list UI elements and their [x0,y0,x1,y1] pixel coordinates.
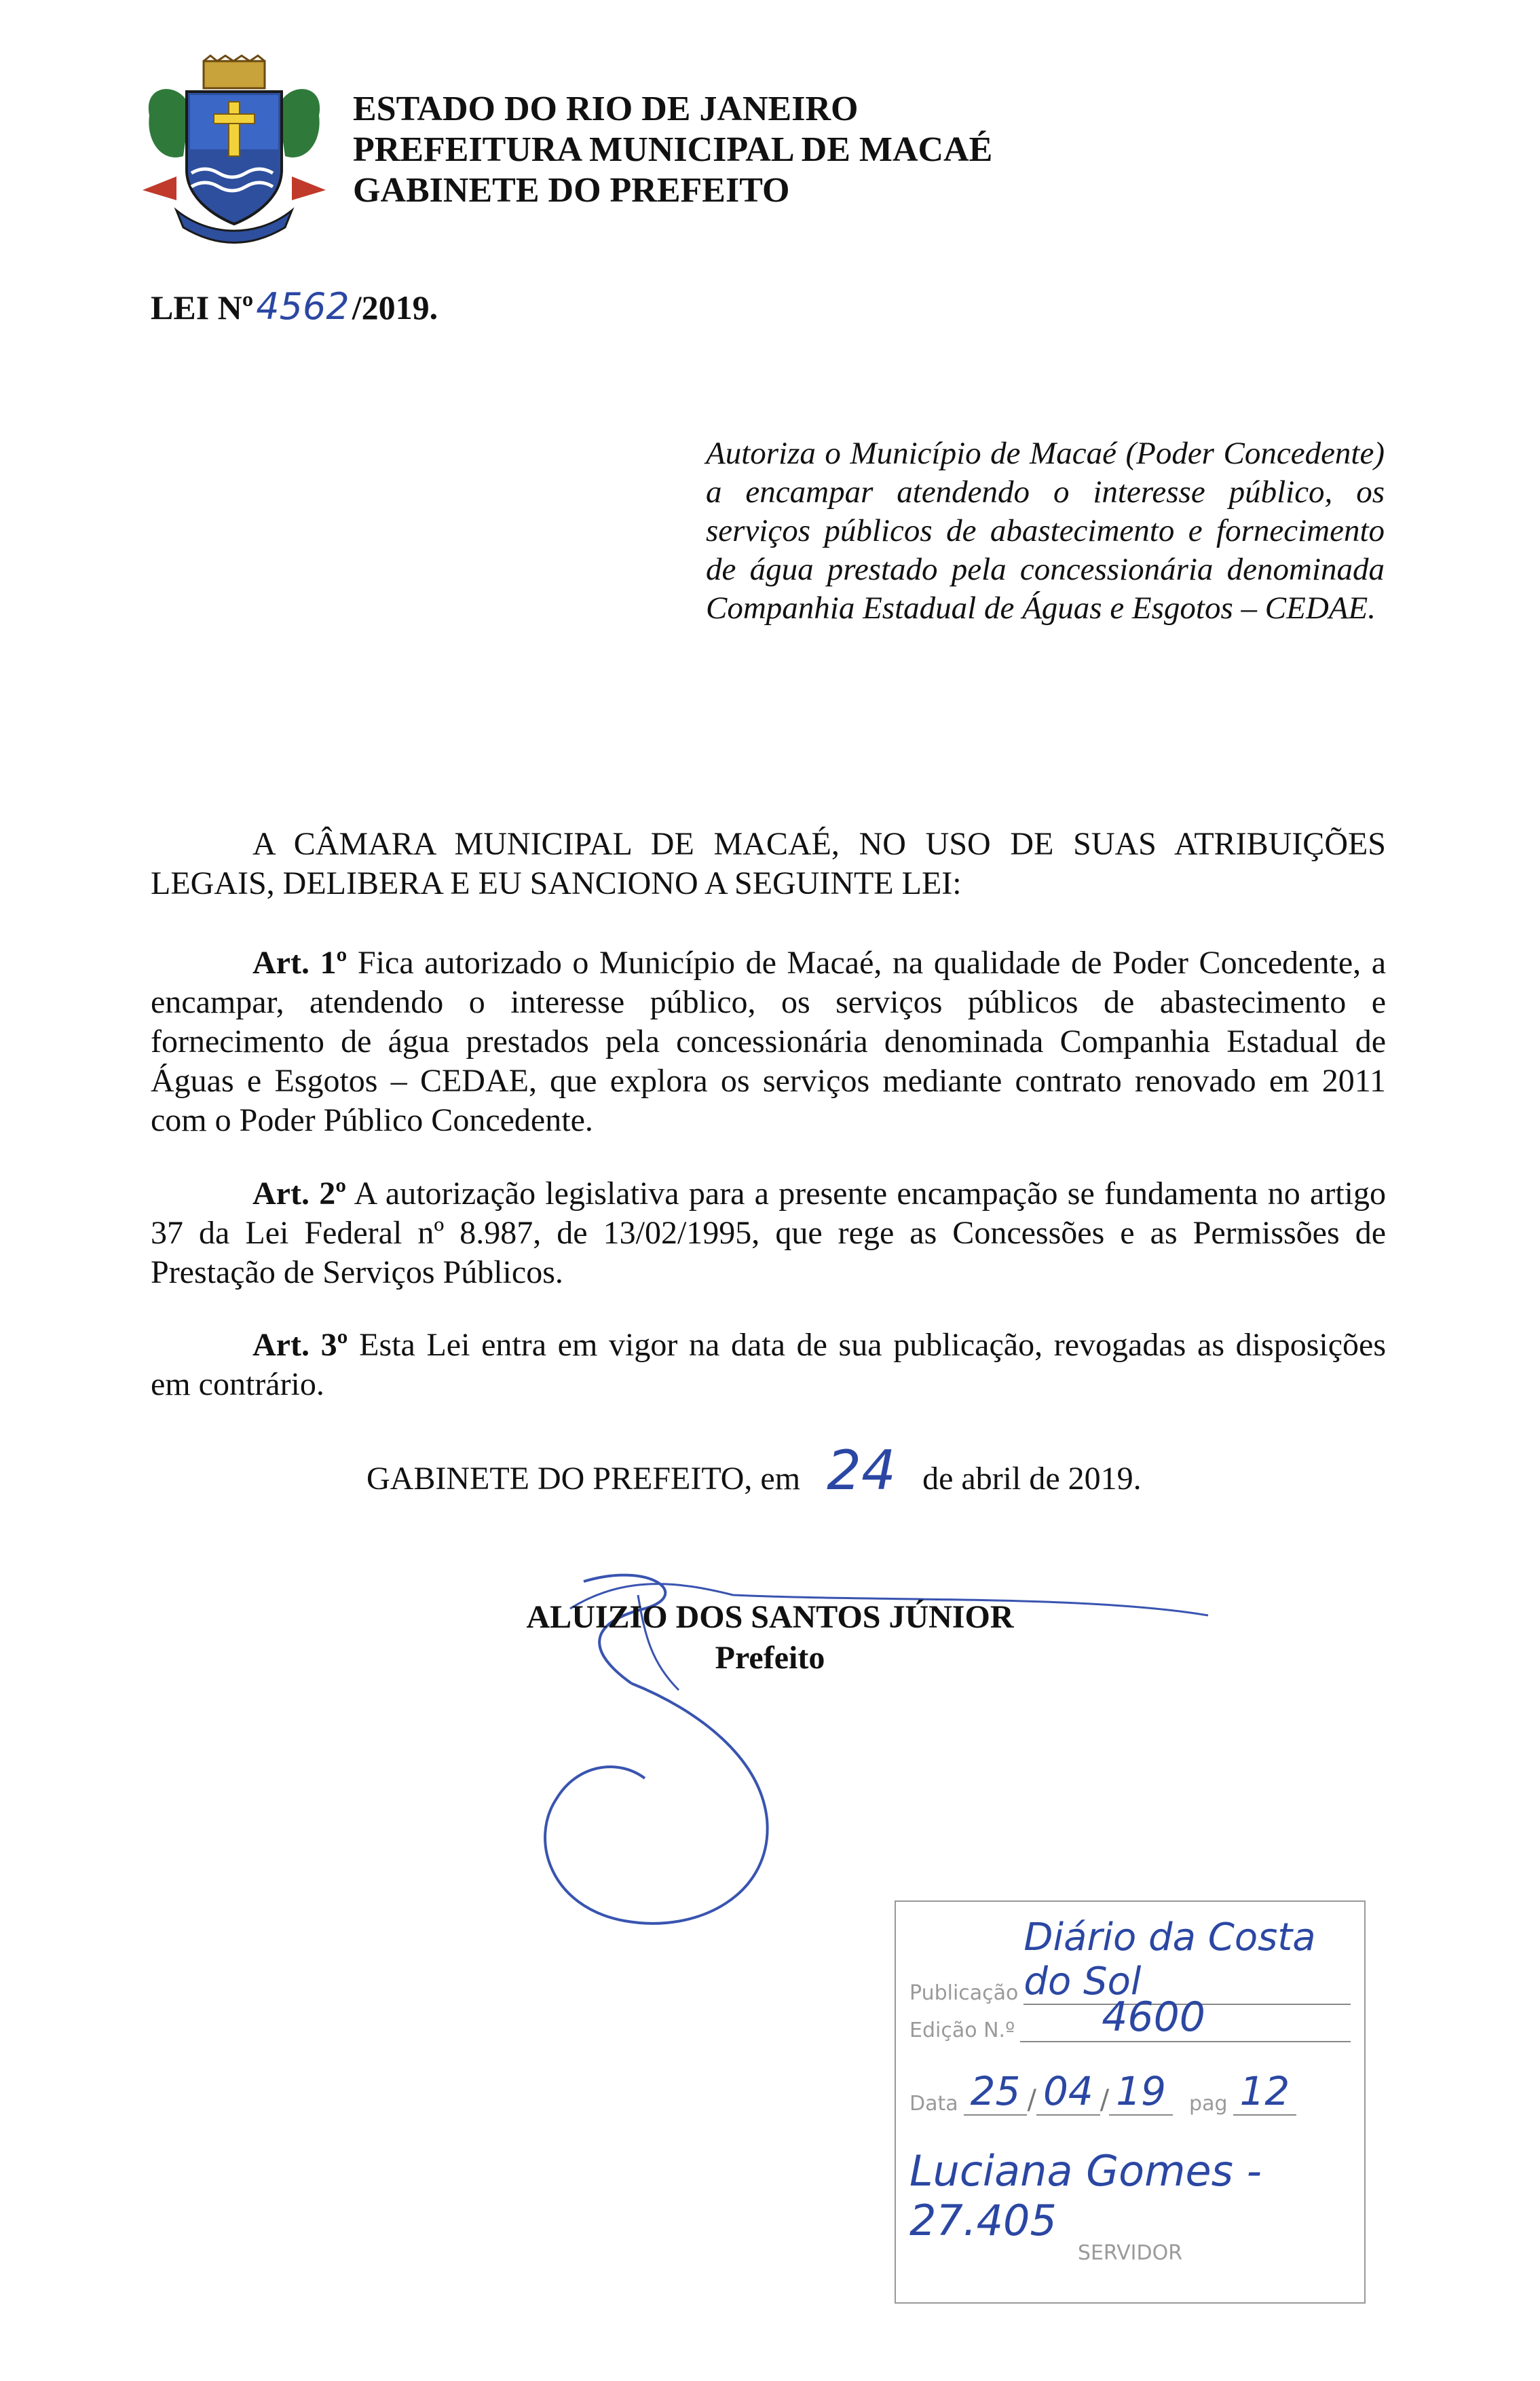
coat-of-arms-emblem [136,54,333,251]
stamp-edition-value: 4600 [1020,1993,1351,2042]
stamp-publication-row [909,1915,1351,2005]
stamp-servidor-row [909,2241,1351,2265]
stamp-date-label: Data [909,2092,958,2116]
law-summary: Autoriza o Município de Macaé (Poder Concedente) a encampar atendendo o interesse público, os serviços públicos de abastecimento e fornecimento de água prestado pela concessionária denominada Companhia Estadual de Águas e Esgotos – CEDAE. [706,436,1385,626]
header-prefecture: PREFEITURA MUNICIPAL DE MACAÉ [353,130,993,169]
closing-prefix: GABINETE DO PREFEITO, em [367,1461,801,1497]
stamp-date-year: 19 [1109,2068,1173,2116]
article-2-label: Art. 2º [252,1176,347,1212]
stamp-servidor-label: SERVIDOR [1077,2241,1183,2265]
stamp-publication-value: Diário da Costa do Sol [1023,1915,1351,2005]
article-2-text: A autorização legislativa para a presente encampação se fundamenta no artigo 37 da Lei Federal nº 8.987, de 13/02/1995, que rege as Concessões e as Permissões de Prestação de Serviços Públicos. [151,1176,1386,1290]
law-prefix: LEI Nº [151,288,254,326]
stamp-publication-label: Publicação [909,1981,1019,2005]
stamp-edition-row [909,1993,1351,2042]
stamp-date-separator: / [1027,2084,1036,2116]
stamp-page-label: pag [1189,2092,1228,2116]
article-3 [151,1326,1386,1404]
signer-role: Prefeito [715,1640,825,1676]
article-3-label: Art. 3º [252,1327,348,1363]
signer-name: ALUIZIO DOS SANTOS JÚNIOR [526,1599,1014,1635]
stamp-signature-row [909,2146,1351,2245]
stamp-date-day: 25 [964,2068,1028,2116]
law-number-title [151,285,438,328]
header-cabinet: GABINETE DO PREFEITO [353,171,790,210]
stamp-page-value: 12 [1233,2068,1297,2116]
law-suffix: /2019. [352,288,438,326]
stamp-date-row [909,2068,1351,2116]
article-1-label: Art. 1º [252,945,348,981]
stamp-date-month: 04 [1036,2068,1100,2116]
article-3-text: Esta Lei entra em vigor na data de sua publicação, revogadas as disposições em contrário. [151,1327,1386,1402]
article-1-text: Fica autorizado o Município de Macaé, na qualidade de Poder Concedente, a encampar, atendendo o interesse público, os serviços públicos de abastecimento e fornecimento de água prestados pela concessionária denominada Companhia Estadual de Águas e Esgotos – CEDAE, que explora os serviços mediante contrato renovado em 2011 com o Poder Público Concedente. [151,945,1387,1138]
closing-date-line [367,1439,1142,1502]
stamp-date-separator: / [1100,2084,1110,2116]
stamp-clerk-signature: Luciana Gomes - 27.405 [909,2146,1262,2245]
article-2 [151,1174,1386,1292]
closing-suffix: de abril de 2019. [922,1461,1142,1497]
publication-stamp [895,1900,1366,2304]
article-1 [151,943,1386,1140]
header-state: ESTADO DO RIO DE JANEIRO [353,90,859,128]
law-number-handwritten: 4562 [256,285,350,328]
closing-day-handwritten: 24 [827,1439,896,1502]
law-preamble: A CÂMARA MUNICIPAL DE MACAÉ, NO USO DE SUAS ATRIBUIÇÕES LEGAIS, DELIBERA E EU SANCIONO A SEGUINTE LEI: [151,826,1386,901]
stamp-edition-label: Edição N.º [909,2019,1015,2042]
